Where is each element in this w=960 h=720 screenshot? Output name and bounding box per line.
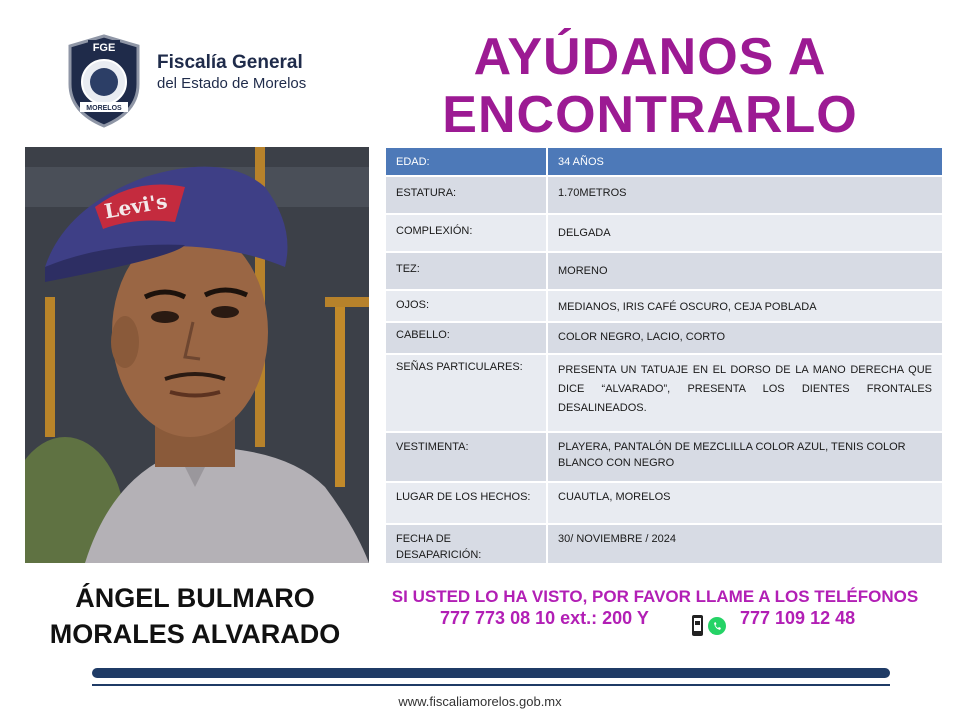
missing-person-photo bbox=[25, 147, 369, 563]
detail-value: PLAYERA, PANTALÓN DE MEZCLILLA COLOR AZUL, TENIS COLOR BLANCO CON NEGRO bbox=[547, 432, 942, 482]
cap-logo-text: Levi's bbox=[102, 188, 170, 224]
detail-label: LUGAR DE LOS HECHOS: bbox=[386, 482, 547, 524]
detail-value: DELGADA bbox=[547, 214, 942, 252]
detail-value: COLOR NEGRO, LACIO, CORTO bbox=[547, 322, 942, 354]
whatsapp-icon bbox=[708, 617, 726, 635]
detail-row-location bbox=[386, 482, 942, 524]
detail-value: 1.70METROS bbox=[547, 176, 942, 214]
website-link[interactable]: www.fiscaliamorelos.gob.mx bbox=[398, 694, 562, 709]
phone-number-2[interactable]: 777 109 12 48 bbox=[740, 608, 856, 628]
detail-row-clothing bbox=[386, 432, 942, 482]
detail-label: COMPLEXIÓN: bbox=[386, 214, 547, 252]
detail-label: FECHA DE DESAPARICIÓN: bbox=[386, 524, 547, 564]
detail-value: CUAUTLA, MORELOS bbox=[547, 482, 942, 524]
detail-label: VESTIMENTA: bbox=[386, 432, 547, 482]
detail-row-complexion bbox=[386, 252, 942, 290]
headline-line2: ENCONTRARLO bbox=[442, 86, 858, 144]
detail-label: ESTATURA: bbox=[386, 176, 547, 214]
detail-value: MORENO bbox=[547, 252, 942, 290]
detail-label: CABELLO: bbox=[386, 322, 547, 354]
phone-whatsapp-icons bbox=[690, 614, 728, 638]
detail-row-eyes bbox=[386, 290, 942, 322]
fge-shield-logo bbox=[66, 34, 142, 128]
org-name-line2: del Estado de Morelos bbox=[157, 75, 307, 92]
mobile-phone-icon bbox=[692, 615, 703, 636]
headline bbox=[420, 28, 880, 144]
call-to-action: SI USTED LO HA VISTO, POR FAVOR LLAME A LOS TELÉFONOS bbox=[391, 587, 919, 606]
name-line1: ÁNGEL BULMARO bbox=[75, 583, 315, 613]
footer-divider-thick bbox=[92, 668, 890, 678]
detail-row-date bbox=[386, 524, 942, 564]
detail-label: SEÑAS PARTICULARES: bbox=[386, 354, 547, 432]
phone-numbers bbox=[440, 608, 900, 632]
detail-row-hair bbox=[386, 322, 942, 354]
detail-row-age bbox=[386, 148, 942, 176]
footer-divider-thin bbox=[92, 684, 890, 686]
headline-line1: AYÚDANOS A bbox=[473, 28, 827, 86]
detail-value: 30/ NOVIEMBRE / 2024 bbox=[547, 524, 942, 564]
detail-label: TEZ: bbox=[386, 252, 547, 290]
detail-label: EDAD: bbox=[386, 148, 547, 176]
person-details-table bbox=[386, 148, 942, 565]
name-line2: MORALES ALVARADO bbox=[49, 619, 341, 649]
org-name-line1: Fiscalía General bbox=[157, 52, 303, 73]
detail-value: PRESENTA UN TATUAJE EN EL DORSO DE LA MANO DERECHA QUE DICE “ALVARADO”, PRESENTA LOS DIENTES FRONTALES DESALINEADOS. bbox=[547, 354, 942, 432]
detail-value: MEDIANOS, IRIS CAFÉ OSCURO, CEJA POBLADA bbox=[547, 290, 942, 322]
missing-person-name bbox=[30, 580, 360, 652]
logo-band-text: MORELOS bbox=[86, 105, 122, 112]
detail-row-distinguishing-marks bbox=[386, 354, 942, 432]
logo-badge-text: FGE bbox=[92, 42, 116, 54]
detail-row-build bbox=[386, 214, 942, 252]
detail-row-height bbox=[386, 176, 942, 214]
phone-number-1[interactable]: 777 773 08 10 ext.: 200 Y bbox=[440, 608, 649, 628]
detail-label: OJOS: bbox=[386, 290, 547, 322]
organization-name bbox=[157, 52, 306, 94]
detail-value: 34 AÑOS bbox=[547, 148, 942, 176]
